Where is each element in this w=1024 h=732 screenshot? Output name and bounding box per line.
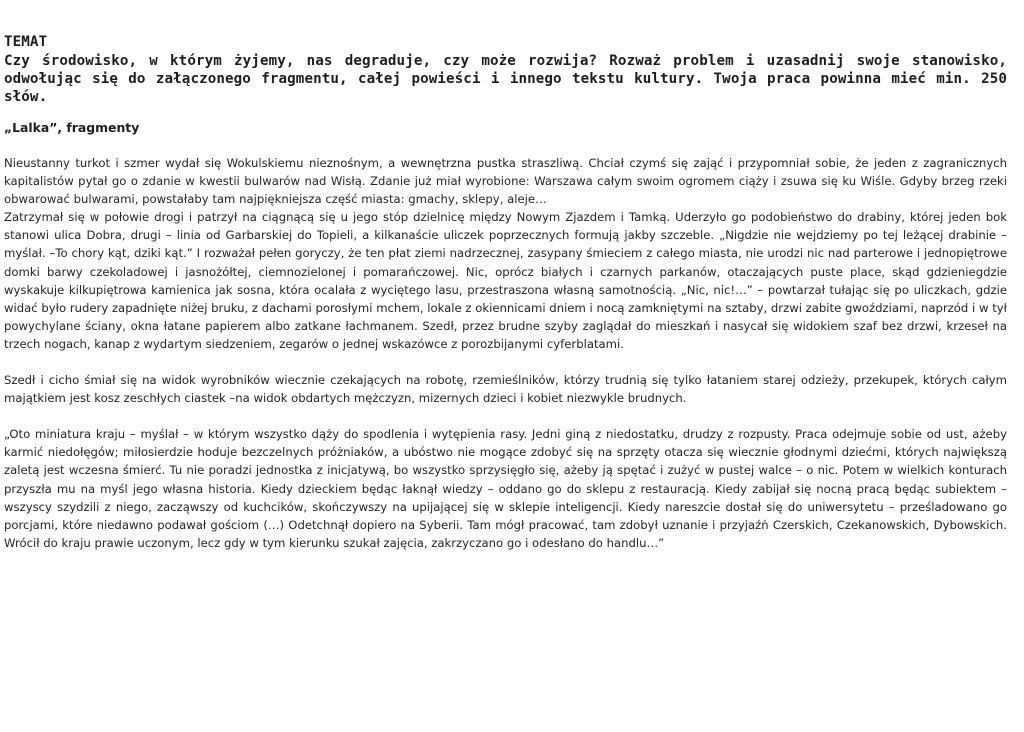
fragment-paragraph-3: Szedł i cicho śmiał się na widok wyrobników wiecznie czekających na robotę, rzemieślników, którzy trudnią się tylko łataniem starej odzieży, przekupek, których całym majątkiem jest kosz zeschłych ciastek –na widok obdartych mężczyzn, mizernych dzieci i kobiet niezwykle brudnych. [4, 373, 1007, 406]
fragment-paragraph-1: Nieustanny turkot i szmer wydał się Wokulskiemu nieznośnym, a wewnętrzna pustka straszliwą. Chciał czymś się zająć i przypomniał sobie, że jeden z zagranicznych kapitalistów pytał go o zdanie w kwestii bulwarów nad Wisłą. Zdanie już miał wyrobione: Warszawa całym swoim ogromem ciąży i zsuwa się ku Wiśle. Gdyby brzeg rzeki obwarować bulwarami, powstałaby tam najpiękniejsza część miasta: gmachy, sklepy, aleje… [4, 156, 1007, 207]
fragment-title: „Lalka”, fragmenty [4, 120, 140, 135]
document-page [4, 33, 1007, 552]
fragment-section [4, 120, 1007, 552]
topic-label: TEMAT [4, 34, 48, 50]
topic-text: Czy środowisko, w którym żyjemy, nas degraduje, czy może rozwija? Rozważ problem i uzasadnij swoje stanowisko, odwołując się do załączonego fragmentu, całej powieści i innego tekstu kultury. Twoja praca powinna mieć min. 250 słów. [4, 53, 1007, 105]
fragment-paragraph-4: „Oto miniatura kraju – myślał – w którym wszystko dąży do spodlenia i wytępienia rasy. Jedni giną z niedostatku, drudzy z rozpusty. Praca odejmuje sobie od ust, ażeby karmić niedołęgów; miłosierdzie hoduje bezczelnych próżniaków, a ubóstwo nie mogące zdobyć się na sprzęty otacza się wiecznie głodnymi dziećmi, których największą zaletą jest wczesna śmierć. Tu nie poradzi jednostka z inicjatywą, bo wszystko sprzysięgło się, ażeby ją spętać i zużyć w pustej walce – o nic. Potem w wielkich konturach przyszła mu na myśl jego własna historia. Kiedy dzieckiem będąc łaknął wiedzy – oddano go do sklepu z restauracją. Kiedy zabijał się nocną pracą będąc subiektem – wszyscy szydzili z niego, zacząwszy od kuchcików, skończywszy na upijającej się w sklepie inteligencji. Kiedy nareszcie dostał się do uniwersytetu – prześladowano go porcjami, które niedawno podawał gościom (…) Odetchnął dopiero na Syberii. Tam mógł pracować, tam zdobył uznanie i przyjaźń Czerskich, Czekanowskich, Dybowskich. Wrócił do kraju prawie uczonym, lecz gdy w tym kierunku szukał zajęcia, zakrzyczano go i odesłano do handlu…” [4, 427, 1007, 550]
fragment-paragraph-2: Zatrzymał się w połowie drogi i patrzył na ciągnącą się u jego stóp dzielnicę między Nowym Zjazdem i Tamką. Uderzyło go podobieństwo do drabiny, której jeden bok stanowi ulica Dobra, drugi – linia od Garbarskiej do Topieli, a kilkanaście uliczek poprzecznych formują jakby szczeble. „Nigdzie nie wejdziemy po tej leżącej drabinie – myślał. –To chory kąt, dziki kąt.” I rozważał pełen goryczy, że ten płat ziemi nadrzecznej, zasypany śmieciem z całego miasta, nie urodzi nic nad parterowe i jednopiętrowe domki barwy czekoladowej i jasnożółtej, ciemnozielonej i pomarańczowej. Nic, oprócz białych i czarnych parkanów, otaczających puste place, skąd gdzieniegdzie wyskakuje kilkupiętrowa kamienica jak sosna, która ocalała z wyciętego lasu, przestraszona własną samotnością. „Nic, nic!…” – powtarzał tułając się po uliczkach, gdzie widać było rudery zapadnięte niżej bruku, z dachami porosłymi mchem, lokale z okiennicami dniem i nocą zamkniętymi na sztaby, drzwi zabite gwoździami, naprzód i w tył powychylane ściany, okna łatane papierem albo zatkane łachmanem. Szedł, przez brudne szyby zaglądał do mieszkań i nasycał się widokiem szaf bez drzwi, krzeseł na trzech nogach, kanap z wydartym siedzeniem, zegarów o jednej wskazówce z porozbijanymi cyferblatami. [4, 210, 1007, 351]
topic-section [4, 33, 1007, 106]
